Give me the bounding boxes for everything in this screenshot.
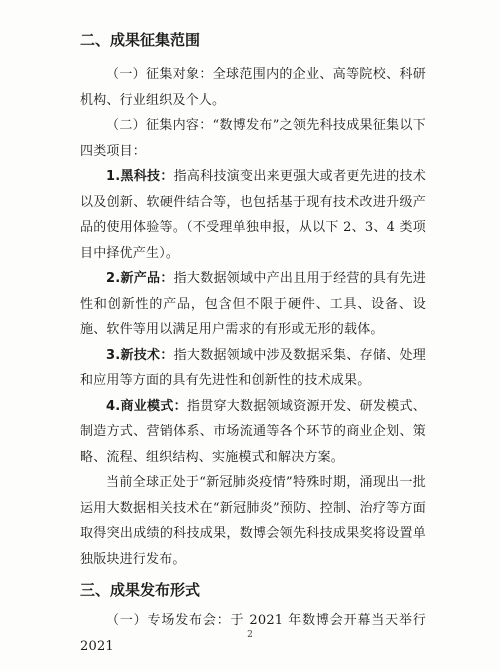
paragraph-release-event: （一）专场发布会：于 2021 年数博会开幕当天举行 2021 — [80, 613, 426, 654]
item-black-tech-text: 指高科技演变出来更强大或者更先进的技术以及创新、软硬件结合等，也包括基于现有技术改进升级产品的使用体验等。（不受理单独申报，从以下 2、3、4 类项目中择优产生）。 — [80, 169, 426, 261]
item-business-model-label: 4.商业模式： — [106, 398, 187, 414]
item-new-tech — [80, 343, 426, 394]
item-new-product — [80, 266, 426, 343]
page-number: 2 — [247, 630, 253, 640]
item-black-tech-label: 1.黑科技： — [106, 169, 174, 184]
paragraph-content-intro: （二）征集内容：“数博发布”之领先科技成果征集以下四类项目： — [80, 118, 426, 159]
paragraph-covid: 当前全球正处于“新冠肺炎疫情”特殊时期，涌现出一批运用大数据相关技术在“新冠肺炎”预防、控制、治疗等方面取得突出成绩的科技成果，数博会领先科技成果奖将设置单独版块进行发布。 — [80, 475, 426, 567]
item-business-model — [80, 394, 426, 471]
item-new-tech-label: 3.新技术： — [106, 347, 174, 363]
item-new-product-text: 指大数据领域中产出且用于经营的具有先进性和创新性的产品，包含但不限于硬件、工具、设备、设施、软件等用以满足用户需求的有形或无形的载体。 — [80, 271, 426, 337]
item-business-model-text: 指贯穿大数据领域资源开发、研发模式、制造方式、营销体系、市场流通等各个环节的商业企划、策略、流程、组织结构、实施模式和解决方案。 — [80, 398, 426, 465]
item-new-tech-text: 指大数据领域中涉及数据采集、存储、处理和应用等方面的具有先进性和创新性的技术成果。 — [80, 347, 426, 388]
item-new-product-label: 2.新产品： — [106, 271, 174, 286]
paragraph-targets: （一）征集对象：全球范围内的企业、高等院校、科研机构、行业组织及个人。 — [80, 67, 426, 108]
section-heading-release-form: 三、成果发布形式 — [80, 581, 201, 599]
section-heading-scope: 二、成果征集范围 — [80, 31, 201, 49]
item-black-tech — [80, 164, 426, 266]
